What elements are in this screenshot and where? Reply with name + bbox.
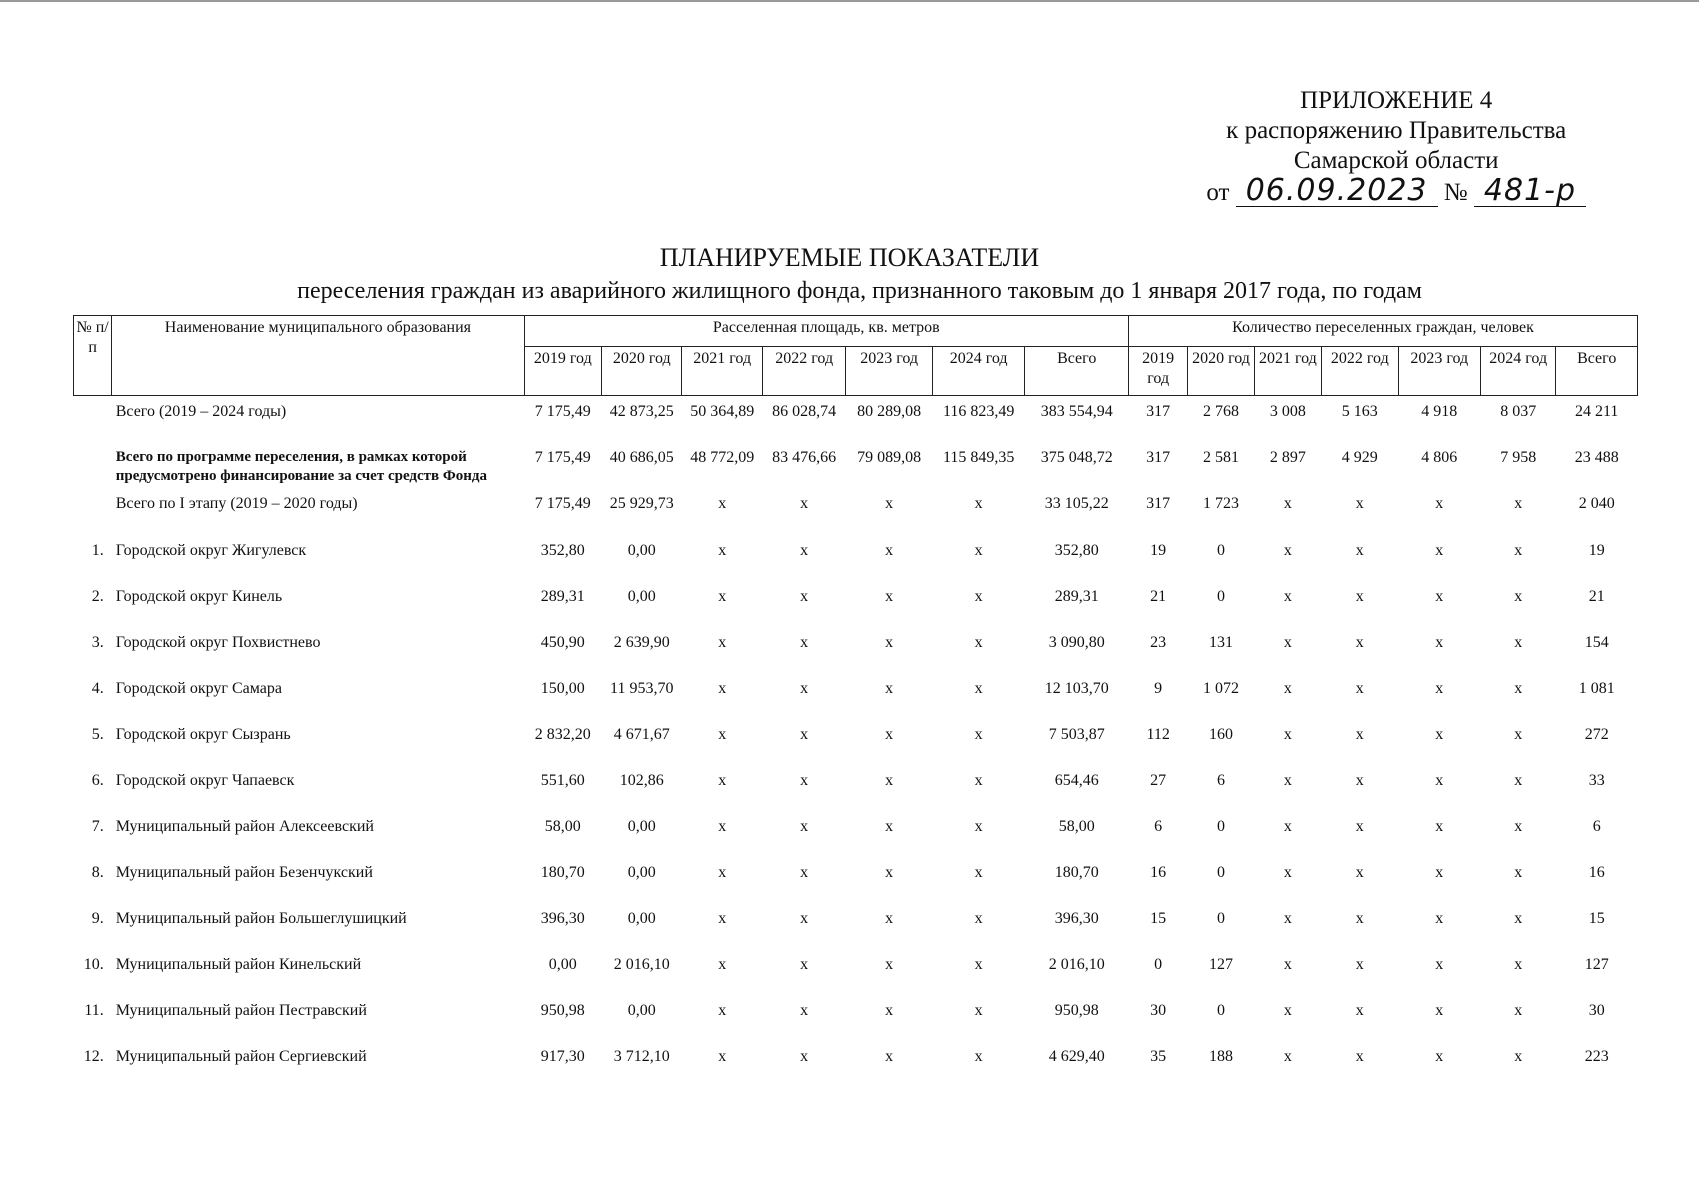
people-cell: 9	[1154, 680, 1163, 697]
people-cell: 15	[1588, 910, 1605, 927]
area-cell: x	[800, 588, 809, 605]
area-cell: 11 953,70	[610, 680, 674, 697]
people-cell: 23	[1150, 634, 1167, 651]
area-cell: 4 671,67	[613, 726, 670, 743]
table-row	[74, 811, 1638, 857]
indicators-table	[73, 315, 1638, 1087]
people-cell: x	[1435, 634, 1444, 651]
area-cell: x	[800, 772, 809, 789]
people-cell: x	[1283, 588, 1292, 605]
area-cell: x	[800, 1048, 809, 1065]
people-cell: 4 806	[1421, 449, 1458, 466]
people-year-header: 2021 год	[1254, 347, 1321, 396]
people-cell: x	[1355, 864, 1364, 881]
people-cell: 15	[1150, 910, 1167, 927]
people-cell: 2 040	[1578, 495, 1615, 512]
people-cell: 0	[1217, 542, 1226, 559]
people-cell: 1 072	[1203, 680, 1240, 697]
people-cell: 5 163	[1341, 403, 1378, 420]
table-row	[74, 673, 1638, 719]
area-cell: x	[800, 495, 809, 512]
area-cell: 48 772,09	[690, 449, 755, 466]
area-cell: 0,00	[627, 542, 656, 559]
people-year-header: 2023 год	[1398, 347, 1480, 396]
people-cell: x	[1435, 864, 1444, 881]
people-cell: 19	[1150, 542, 1167, 559]
area-cell: 2 639,90	[613, 634, 670, 651]
area-cell: x	[800, 910, 809, 927]
people-cell: 4 918	[1421, 403, 1458, 420]
area-cell: 450,90	[540, 634, 585, 651]
people-cell: x	[1355, 910, 1364, 927]
people-cell: x	[1435, 772, 1444, 789]
people-cell: x	[1514, 956, 1523, 973]
people-cell: x	[1283, 818, 1292, 835]
people-cell: 1 723	[1203, 495, 1240, 512]
people-cell: x	[1283, 1048, 1292, 1065]
area-cell: x	[800, 818, 809, 835]
people-cell: x	[1435, 956, 1444, 973]
header-people-group: Количество переселенных граждан, человек	[1129, 316, 1638, 347]
row-number: 5.	[91, 726, 104, 743]
area-cell: x	[974, 1002, 983, 1019]
people-cell: x	[1355, 1002, 1364, 1019]
row-number: 8.	[91, 864, 104, 881]
area-cell: 551,60	[540, 772, 585, 789]
people-cell: x	[1514, 910, 1523, 927]
area-cell: 33 105,22	[1044, 495, 1109, 512]
people-cell: x	[1283, 864, 1292, 881]
summary-row	[74, 488, 1638, 535]
area-cell: x	[974, 495, 983, 512]
people-year-header: 2020 год	[1188, 347, 1254, 396]
table-header	[74, 316, 1638, 396]
area-cell: 352,80	[540, 542, 585, 559]
people-cell: x	[1435, 495, 1444, 512]
area-year-header: 2024 год	[932, 347, 1025, 396]
document-title: ПЛАНИРУЕМЫЕ ПОКАЗАТЕЛИ	[659, 243, 1040, 272]
area-cell: x	[974, 956, 983, 973]
area-cell: 352,80	[1054, 542, 1099, 559]
area-cell: 79 089,08	[857, 449, 922, 466]
area-cell: 58,00	[544, 818, 581, 835]
people-cell: x	[1514, 542, 1523, 559]
handwritten-number: 481-р	[1474, 176, 1586, 207]
people-cell: x	[1435, 680, 1444, 697]
table-body	[74, 396, 1638, 1088]
people-cell: 160	[1209, 726, 1234, 743]
area-cell: 102,86	[619, 772, 664, 789]
area-cell: x	[885, 634, 894, 651]
area-cell: 80 289,08	[857, 403, 922, 420]
table-row	[74, 627, 1638, 673]
area-cell: x	[718, 956, 727, 973]
row-name: Муниципальный район Пестравский	[115, 1002, 367, 1019]
area-cell: x	[718, 818, 727, 835]
area-cell: 396,30	[540, 910, 585, 927]
people-cell: x	[1283, 634, 1292, 651]
area-cell: x	[718, 680, 727, 697]
people-cell: x	[1514, 495, 1523, 512]
row-number: 2.	[91, 588, 104, 605]
area-cell: x	[800, 956, 809, 973]
people-cell: 272	[1584, 726, 1609, 743]
people-cell: 223	[1584, 1048, 1609, 1065]
table-row	[74, 1041, 1638, 1087]
people-cell: x	[1355, 726, 1364, 743]
area-year-header: 2020 год	[602, 347, 682, 396]
area-cell: 116 823,49	[942, 403, 1015, 420]
row-name: Городской округ Кинель	[115, 588, 283, 605]
row-number: 7.	[91, 818, 104, 835]
header-name: Наименование муниципального образования	[112, 316, 524, 396]
people-cell: 188	[1209, 1048, 1234, 1065]
handwritten-date: 06.09.2023	[1236, 176, 1438, 207]
appendix-region: Самарской области	[1293, 147, 1499, 174]
people-cell: x	[1283, 542, 1292, 559]
row-name: Муниципальный район Безенчукский	[115, 864, 373, 881]
top-border-line	[0, 0, 1699, 2]
area-cell: x	[885, 1048, 894, 1065]
area-cell: x	[885, 495, 894, 512]
row-name: Городской округ Чапаевск	[115, 772, 295, 789]
row-name: Всего (2019 – 2024 годы)	[115, 403, 287, 420]
area-cell: x	[974, 680, 983, 697]
table-row	[74, 857, 1638, 903]
area-cell: 289,31	[540, 588, 585, 605]
people-cell: 317	[1146, 449, 1171, 466]
area-cell: 654,46	[1054, 772, 1099, 789]
area-cell: x	[885, 956, 894, 973]
people-cell: 2 768	[1203, 403, 1240, 420]
area-cell: x	[718, 910, 727, 927]
table-row	[74, 949, 1638, 995]
area-cell: x	[974, 818, 983, 835]
people-cell: x	[1283, 495, 1292, 512]
people-cell: 1 081	[1578, 680, 1615, 697]
people-cell: 23 488	[1574, 449, 1619, 466]
people-cell: 21	[1150, 588, 1167, 605]
row-number	[74, 396, 112, 443]
summary-row	[74, 442, 1638, 488]
people-cell: x	[1514, 634, 1523, 651]
area-year-header: 2023 год	[846, 347, 932, 396]
area-cell: x	[800, 634, 809, 651]
area-cell: x	[718, 542, 727, 559]
people-cell: x	[1435, 1002, 1444, 1019]
people-cell: 30	[1150, 1002, 1167, 1019]
area-cell: x	[885, 588, 894, 605]
people-cell: x	[1355, 495, 1364, 512]
people-cell: 35	[1150, 1048, 1167, 1065]
people-cell: 127	[1584, 956, 1609, 973]
people-cell: 33	[1588, 772, 1605, 789]
area-cell: x	[718, 588, 727, 605]
people-cell: 0	[1217, 1002, 1226, 1019]
people-year-header: 2019 год	[1129, 347, 1188, 396]
area-cell: x	[885, 910, 894, 927]
area-cell: x	[885, 818, 894, 835]
people-cell: 7 958	[1500, 449, 1537, 466]
row-number: 10.	[83, 956, 104, 973]
people-cell: 0	[1217, 864, 1226, 881]
area-cell: 180,70	[540, 864, 585, 881]
people-cell: x	[1514, 680, 1523, 697]
area-cell: x	[885, 680, 894, 697]
people-cell: x	[1435, 726, 1444, 743]
area-cell: x	[800, 680, 809, 697]
people-cell: 27	[1150, 772, 1167, 789]
row-number: 4.	[91, 680, 104, 697]
people-cell: x	[1435, 910, 1444, 927]
area-cell: 0,00	[627, 910, 656, 927]
people-cell: 2 897	[1269, 449, 1306, 466]
row-name: Муниципальный район Сергиевский	[115, 1048, 367, 1065]
area-cell: x	[718, 864, 727, 881]
area-cell: x	[974, 588, 983, 605]
people-cell: 6	[1217, 772, 1226, 789]
area-cell: 950,98	[540, 1002, 585, 1019]
row-number: 1.	[91, 542, 104, 559]
area-cell: 83 476,66	[772, 449, 837, 466]
appendix-decree: к распоряжению Правительства	[1226, 117, 1567, 144]
people-cell: x	[1283, 726, 1292, 743]
people-cell: x	[1355, 772, 1364, 789]
area-cell: x	[800, 726, 809, 743]
people-cell: x	[1355, 588, 1364, 605]
row-name: Городской округ Похвистнево	[115, 634, 321, 651]
people-cell: x	[1355, 680, 1364, 697]
row-name: Муниципальный район Алексеевский	[115, 818, 374, 835]
table-row	[74, 995, 1638, 1041]
number-label: №	[1443, 179, 1468, 206]
area-cell: 7 175,49	[534, 495, 591, 512]
appendix-date-number	[1206, 173, 1586, 208]
people-cell: x	[1514, 1002, 1523, 1019]
from-label: от	[1206, 179, 1230, 206]
people-cell: 317	[1146, 403, 1171, 420]
area-cell: 25 929,73	[609, 495, 674, 512]
people-year-header: 2022 год	[1322, 347, 1398, 396]
area-cell: 0,00	[627, 864, 656, 881]
area-cell: x	[885, 726, 894, 743]
row-number	[74, 442, 112, 488]
area-year-header: 2021 год	[682, 347, 762, 396]
area-cell: 115 849,35	[942, 449, 1015, 466]
area-cell: 383 554,94	[1040, 403, 1113, 420]
row-name: Городской округ Жигулевск	[115, 542, 307, 559]
people-cell: x	[1283, 772, 1292, 789]
header-area-group: Расселенная площадь, кв. метров	[524, 316, 1128, 347]
area-cell: x	[885, 542, 894, 559]
people-cell: x	[1514, 772, 1523, 789]
people-cell: x	[1283, 910, 1292, 927]
area-cell: x	[974, 864, 983, 881]
area-cell: x	[885, 864, 894, 881]
area-cell: 2 016,10	[613, 956, 670, 973]
area-cell: x	[974, 1048, 983, 1065]
area-cell: x	[718, 1048, 727, 1065]
area-cell: 0,00	[548, 956, 577, 973]
people-cell: 0	[1217, 910, 1226, 927]
people-cell: x	[1355, 1048, 1364, 1065]
people-cell: x	[1514, 1048, 1523, 1065]
area-cell: x	[718, 634, 727, 651]
area-cell: 375 048,72	[1040, 449, 1113, 466]
area-cell: 86 028,74	[772, 403, 837, 420]
people-cell: x	[1435, 542, 1444, 559]
people-cell: 0	[1154, 956, 1163, 973]
area-cell: 150,00	[540, 680, 585, 697]
row-number: 9.	[91, 910, 104, 927]
row-name: Всего по программе переселения, в рамках которой предусмотрено финансирование за счет средств Фонда	[115, 449, 487, 484]
area-cell: 2 016,10	[1048, 956, 1105, 973]
area-year-header: 2019 год	[524, 347, 601, 396]
area-cell: x	[800, 1002, 809, 1019]
area-cell: 3 712,10	[613, 1048, 670, 1065]
area-total-header: Всего	[1025, 347, 1129, 396]
row-name: Городской округ Самара	[115, 680, 282, 697]
document-subtitle: переселения граждан из аварийного жилищного фонда, признанного таковым до 1 января 2017 года, по годам	[297, 278, 1422, 304]
appendix-block	[1206, 86, 1586, 208]
area-cell: 917,30	[540, 1048, 585, 1065]
area-cell: x	[718, 772, 727, 789]
row-number: 3.	[91, 634, 104, 651]
people-cell: 131	[1209, 634, 1234, 651]
area-cell: 58,00	[1058, 818, 1095, 835]
people-cell: x	[1514, 818, 1523, 835]
area-cell: x	[974, 726, 983, 743]
row-name: Муниципальный район Большеглушицкий	[115, 910, 407, 927]
people-year-header: 2024 год	[1480, 347, 1555, 396]
people-cell: 4 929	[1341, 449, 1378, 466]
people-cell: 30	[1588, 1002, 1605, 1019]
people-cell: 3 008	[1269, 403, 1306, 420]
row-name: Городской округ Сызрань	[115, 726, 291, 743]
table-row	[74, 903, 1638, 949]
people-cell: x	[1514, 588, 1523, 605]
table-row	[74, 719, 1638, 765]
people-cell: x	[1435, 818, 1444, 835]
area-cell: 0,00	[627, 818, 656, 835]
area-cell: 12 103,70	[1044, 680, 1109, 697]
people-cell: x	[1355, 818, 1364, 835]
table-row	[74, 535, 1638, 581]
row-name: Всего по I этапу (2019 – 2020 годы)	[115, 495, 358, 512]
summary-row	[74, 396, 1638, 443]
area-cell: x	[718, 495, 727, 512]
people-total-header: Всего	[1556, 347, 1638, 396]
people-cell: x	[1283, 680, 1292, 697]
area-cell: 2 832,20	[534, 726, 591, 743]
area-cell: x	[974, 772, 983, 789]
header-num: № п/п	[74, 316, 112, 396]
row-number: 11.	[84, 1002, 104, 1019]
area-cell: 7 175,49	[534, 449, 591, 466]
area-cell: 396,30	[1054, 910, 1099, 927]
area-cell: x	[718, 1002, 727, 1019]
people-cell: x	[1283, 1002, 1292, 1019]
people-cell: 112	[1146, 726, 1170, 743]
people-cell: 6	[1154, 818, 1163, 835]
people-cell: 16	[1588, 864, 1605, 881]
area-cell: x	[974, 634, 983, 651]
area-cell: 180,70	[1054, 864, 1099, 881]
people-cell: x	[1355, 634, 1364, 651]
people-cell: 6	[1592, 818, 1601, 835]
area-cell: 50 364,89	[690, 403, 755, 420]
people-cell: 19	[1588, 542, 1605, 559]
row-number	[74, 488, 112, 535]
people-cell: 154	[1584, 634, 1609, 651]
people-cell: 8 037	[1500, 403, 1537, 420]
area-cell: 3 090,80	[1048, 634, 1105, 651]
row-number: 12.	[83, 1048, 104, 1065]
area-cell: 7 503,87	[1048, 726, 1105, 743]
area-cell: x	[974, 910, 983, 927]
people-cell: x	[1435, 1048, 1444, 1065]
row-number: 6.	[91, 772, 104, 789]
people-cell: 16	[1150, 864, 1167, 881]
area-cell: 0,00	[627, 588, 656, 605]
area-cell: x	[718, 726, 727, 743]
area-cell: x	[885, 772, 894, 789]
area-year-header: 2022 год	[762, 347, 845, 396]
people-cell: 0	[1217, 818, 1226, 835]
table-row	[74, 581, 1638, 627]
area-cell: 4 629,40	[1048, 1048, 1105, 1065]
area-cell: 0,00	[627, 1002, 656, 1019]
area-cell: 7 175,49	[534, 403, 591, 420]
area-cell: 289,31	[1054, 588, 1099, 605]
area-cell: 950,98	[1054, 1002, 1099, 1019]
table-row	[74, 765, 1638, 811]
area-cell: x	[885, 1002, 894, 1019]
people-cell: 2 581	[1203, 449, 1240, 466]
people-cell: x	[1435, 588, 1444, 605]
people-cell: x	[1355, 956, 1364, 973]
people-cell: 21	[1588, 588, 1605, 605]
area-cell: x	[800, 864, 809, 881]
people-cell: x	[1355, 542, 1364, 559]
people-cell: 24 211	[1575, 403, 1619, 420]
people-cell: 317	[1146, 495, 1171, 512]
area-cell: 42 873,25	[609, 403, 674, 420]
people-cell: x	[1514, 726, 1523, 743]
area-cell: 40 686,05	[609, 449, 674, 466]
row-name: Муниципальный район Кинельский	[115, 956, 362, 973]
people-cell: 0	[1217, 588, 1226, 605]
appendix-title: ПРИЛОЖЕНИЕ 4	[1300, 87, 1493, 114]
people-cell: x	[1283, 956, 1292, 973]
people-cell: 127	[1209, 956, 1234, 973]
area-cell: x	[974, 542, 983, 559]
people-cell: x	[1514, 864, 1523, 881]
area-cell: x	[800, 542, 809, 559]
